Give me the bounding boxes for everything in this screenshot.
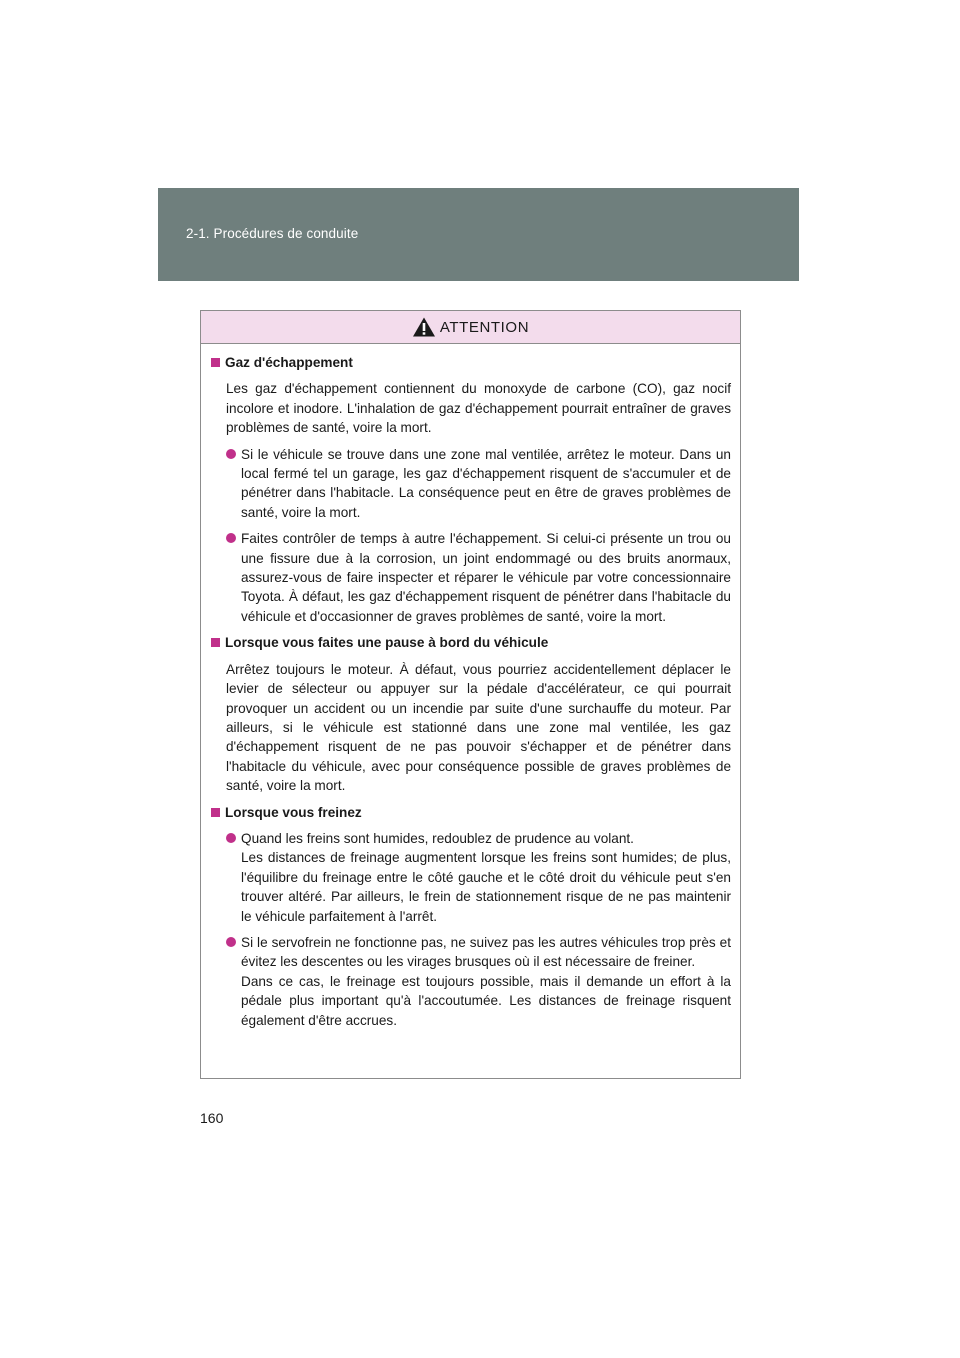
round-bullet-icon <box>226 833 236 843</box>
list-item: Si le véhicule se trouve dans une zone mal ventilée, arrêtez le moteur. Dans un local fermé tel un garage, les gaz d'échappement risquent de s'accumuler et de pénétrer dans l'habitacle. La conséquence peut en être de graves problèmes de santé, voire la mort. <box>226 445 731 523</box>
list-item: Si le servofrein ne fonctionne pas, ne suivez pas les autres véhicules trop près et évitez les descentes ou les virages brusques où il est nécessaire de freiner. Dans ce cas, le freinage est toujours possible, mais il demande un effort à la pédale plus important qu'à l'accoutumée. Les distances de freinage risquent également d'être accrues. <box>226 933 731 1030</box>
round-bullet-icon <box>226 533 236 543</box>
square-bullet-icon <box>211 808 220 817</box>
section-heading-braking: Lorsque vous freinez <box>211 803 731 822</box>
section-heading-pause: Lorsque vous faites une pause à bord du véhicule <box>211 633 731 652</box>
warning-triangle-icon <box>412 316 436 338</box>
section-heading-exhaust: Gaz d'échappement <box>211 353 731 372</box>
round-bullet-icon <box>226 937 236 947</box>
list-item: Faites contrôler de temps à autre l'échappement. Si celui-ci présente un trou ou une fissure due à la corrosion, un joint endommagé ou des bruits anormaux, assurez-vous de faire inspecter et réparer le véhicule par votre concessionnaire Toyota. À défaut, les gaz d'échappement risquent de pénétrer dans l'habitacle du véhicule et d'occasionner de graves problèmes de santé, voire la mort. <box>226 529 731 626</box>
warning-title: ATTENTION <box>439 318 530 336</box>
square-bullet-icon <box>211 358 220 367</box>
warning-box <box>200 310 741 1079</box>
section-header-band <box>158 188 799 281</box>
warning-header <box>201 311 740 344</box>
section-title: 2-1. Procédures de conduite <box>186 226 359 241</box>
paragraph-exhaust-intro: Les gaz d'échappement contiennent du monoxyde de carbone (CO), gaz nocif incolore et inodore. L'inhalation de gaz d'échappement pourrait entraîner de graves problèmes de santé, voire la mort. <box>226 381 731 436</box>
square-bullet-icon <box>211 638 220 647</box>
list-item: Quand les freins sont humides, redoublez de prudence au volant. Les distances de freinage augmentent lorsque les freins sont humides; de plus, l'équilibre du freinage entre le côté gauche et le côté droit du véhicule peut s'en trouver altéré. Par ailleurs, le frein de stationnement risque de ne pas maintenir le véhicule parfaitement à l'arrêt. <box>226 829 731 926</box>
page-number: 160 <box>200 1110 224 1126</box>
round-bullet-icon <box>226 449 236 459</box>
warning-body <box>201 344 731 1030</box>
paragraph-pause-intro: Arrêtez toujours le moteur. À défaut, vous pourriez accidentellement déplacer le levier de sélecteur ou appuyer sur la pédale d'accélérateur, ce qui pourrait provoquer un accident ou un incendie par suite d'une surchauffe du moteur. Par ailleurs, si le véhicule est stationné dans une zone mal ventilée, les gaz d'échappement risquent de ne pas pouvoir s'échapper et de pénétrer dans l'habitacle du véhicule, avec pour conséquence possible de graves problèmes de santé, voire la mort. <box>226 661 731 794</box>
